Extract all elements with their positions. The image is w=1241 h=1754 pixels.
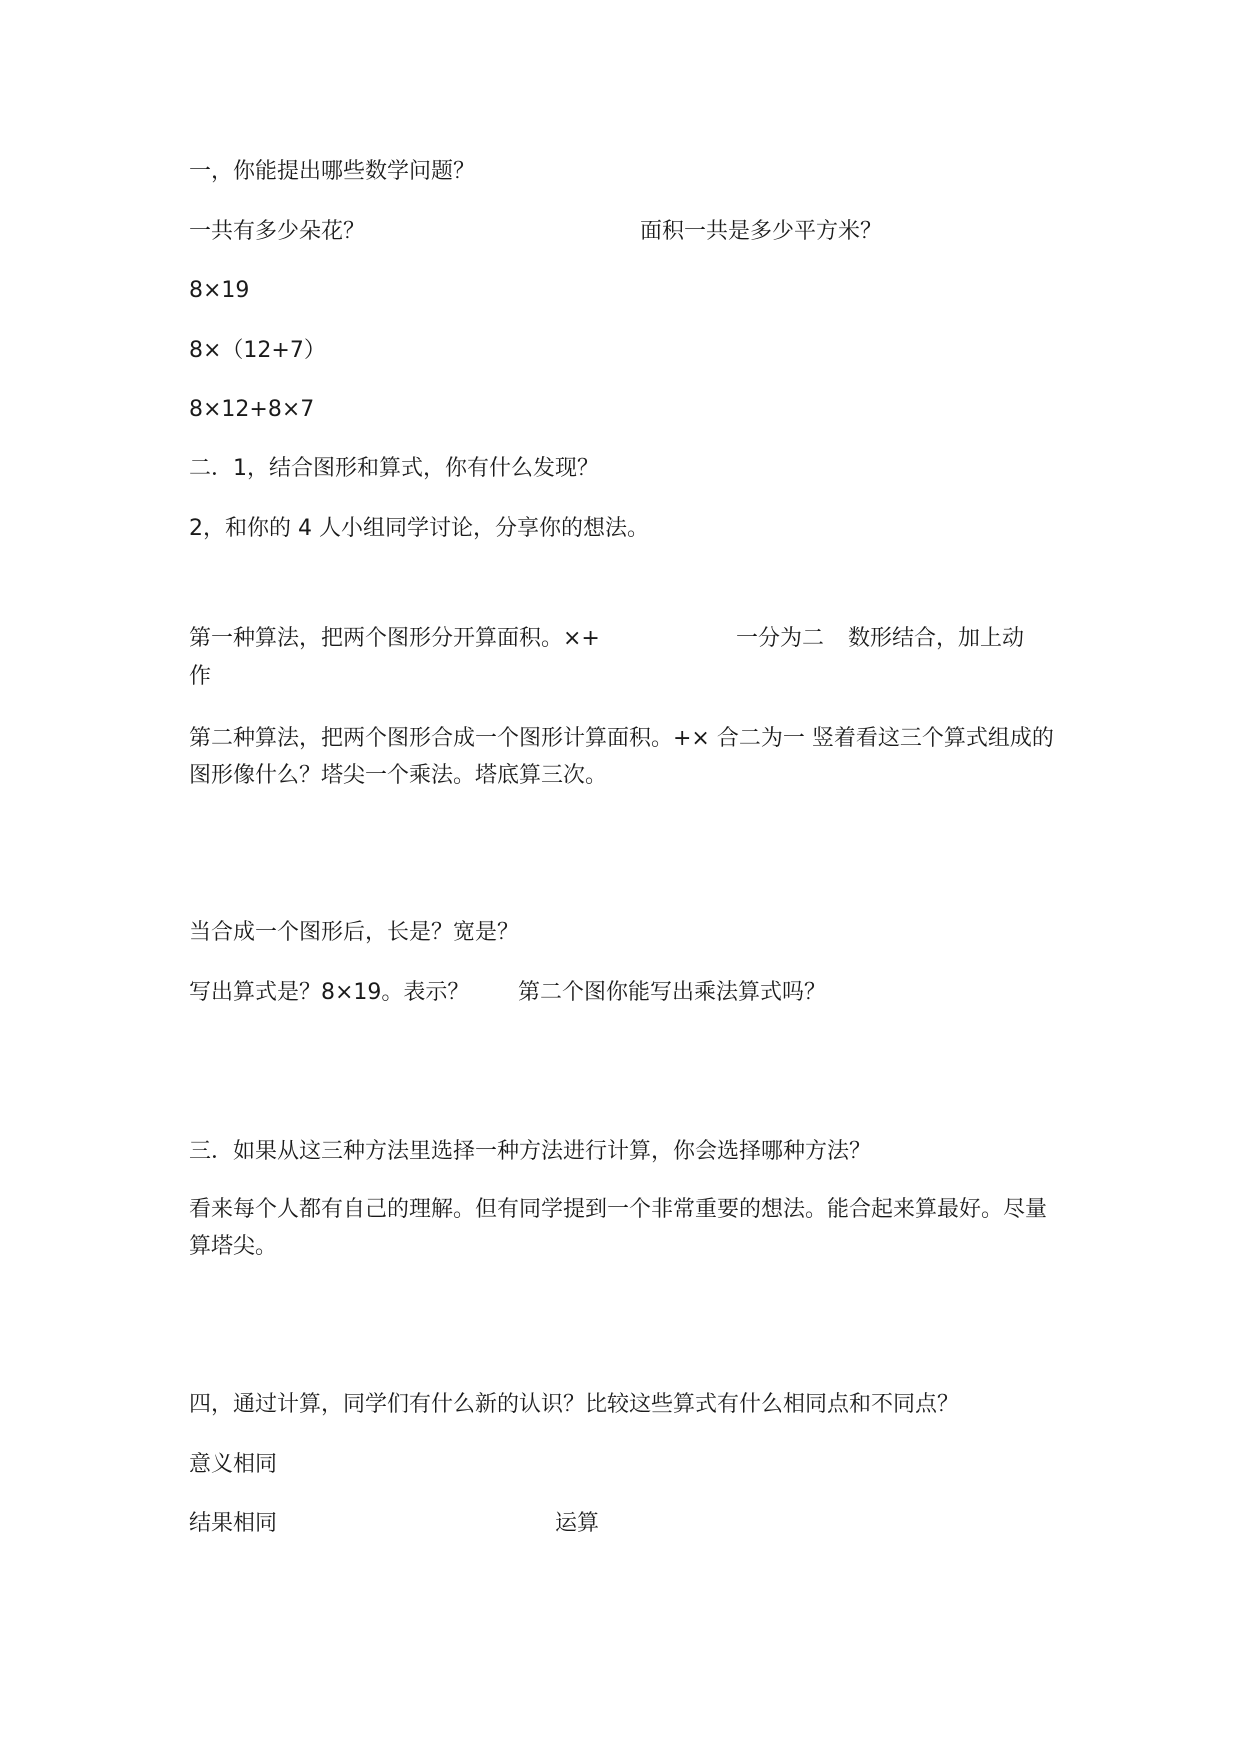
write-formula-question: 写出算式是？8×19。表示？ xyxy=(189,980,470,1005)
same-result: 结果相同 xyxy=(189,1511,278,1536)
method1-continuation: 作 xyxy=(189,664,212,689)
combined-shape-question: 当合成一个图形后，长是？宽是？ xyxy=(189,920,520,945)
method1-combine: 数形结合，加上动 xyxy=(848,626,1025,651)
section2-item2: 2，和你的 4 人小组同学讨论，分享你的想法。 xyxy=(189,516,649,541)
section3-answer: 看来每个人都有自己的理解。但有同学提到一个非常重要的想法。能合起来算最好。尽量算塔尖。 xyxy=(189,1197,1048,1259)
section3-question: 三．如果从这三种方法里选择一种方法进行计算，你会选择哪种方法？ xyxy=(189,1139,872,1164)
method1-split: 一分为二 xyxy=(736,626,825,651)
section2-item1: 二．1，结合图形和算式，你有什么发现？ xyxy=(189,456,599,481)
second-figure-question: 第二个图你能写出乘法算式吗？ xyxy=(518,980,827,1005)
operation-label: 运算 xyxy=(555,1511,600,1536)
same-meaning: 意义相同 xyxy=(189,1452,278,1477)
section1-heading: 一，你能提出哪些数学问题？ xyxy=(189,159,476,184)
section4-question: 四，通过计算，同学们有什么新的认识？比较这些算式有什么相同点和不同点？ xyxy=(189,1392,960,1417)
formula-2: 8×（12+7） xyxy=(189,338,326,363)
method2-paragraph: 第二种算法，把两个图形合成一个图形计算面积。+× 合二为一 竖着看这三个算式组成的图形像什么？塔尖一个乘法。塔底算三次。 xyxy=(189,726,1054,788)
question-area: 面积一共是多少平方米？ xyxy=(640,219,883,244)
formula-3: 8×12+8×7 xyxy=(189,397,315,422)
method1-text: 第一种算法，把两个图形分开算面积。×+ xyxy=(189,626,600,651)
formula-1: 8×19 xyxy=(189,278,250,303)
question-flowers: 一共有多少朵花？ xyxy=(189,219,366,244)
